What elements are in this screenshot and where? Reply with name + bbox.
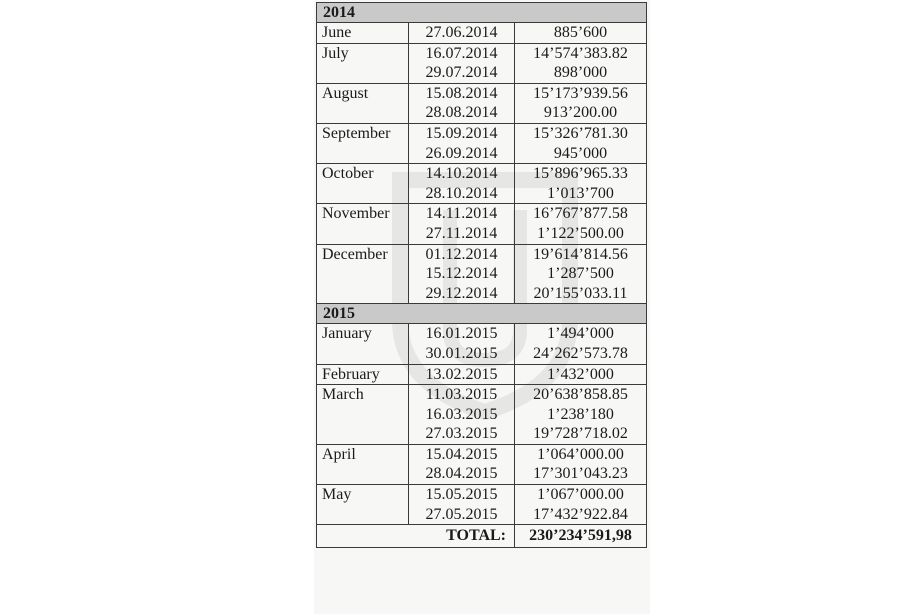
month-row <box>317 43 647 83</box>
payment-date: 27.06.2014 <box>425 24 498 41</box>
month-name: March <box>317 385 409 445</box>
month-name: October <box>317 164 409 204</box>
payment-amount: 14’574’383.82 <box>533 44 628 62</box>
payment-dates-cell <box>409 244 515 304</box>
payment-amount: 1’013’700 <box>547 184 614 202</box>
payment-dates-cell <box>409 444 515 484</box>
payment-amount: 945’000 <box>553 144 608 162</box>
month-name: December <box>317 244 409 304</box>
payment-amount: 1’432’000 <box>547 365 614 383</box>
payments-table-body <box>317 3 647 548</box>
month-row <box>317 23 647 44</box>
payment-dates-cell <box>409 43 515 83</box>
payment-amounts-cell <box>515 83 647 123</box>
month-name: May <box>317 485 409 525</box>
payment-date: 15.08.2014 <box>425 84 498 102</box>
payment-date: 29.12.2014 <box>425 284 498 302</box>
month-row <box>317 204 647 244</box>
payment-date: 15.12.2014 <box>425 265 498 283</box>
payment-amounts-cell <box>515 204 647 244</box>
payment-dates-cell <box>409 324 515 364</box>
payment-amount: 24’262’573.78 <box>533 344 628 362</box>
payment-dates-cell <box>409 164 515 204</box>
payment-date: 30.01.2015 <box>425 344 498 362</box>
payment-date: 15.04.2015 <box>425 445 498 463</box>
month-name: September <box>317 123 409 163</box>
payment-date: 14.10.2014 <box>425 165 498 183</box>
month-name: August <box>317 83 409 123</box>
payment-amount: 19’614’814.56 <box>533 245 628 263</box>
payment-amounts-cell <box>515 444 647 484</box>
payment-amount: 1’287’500 <box>547 265 614 283</box>
payment-date: 16.07.2014 <box>425 44 498 62</box>
year-header-row <box>317 304 647 324</box>
payment-date: 27.03.2015 <box>425 425 498 443</box>
payment-amounts-cell <box>515 244 647 304</box>
payment-date: 14.11.2014 <box>425 205 498 223</box>
payment-dates-cell <box>409 485 515 525</box>
payment-dates-cell <box>409 385 515 445</box>
payment-amount: 15’896’965.33 <box>533 165 628 183</box>
month-row <box>317 385 647 445</box>
payment-date: 16.03.2015 <box>425 405 498 423</box>
year-header-row <box>317 3 647 23</box>
month-name: February <box>317 364 409 385</box>
payment-amount: 913’200.00 <box>543 104 618 122</box>
payment-date: 28.04.2015 <box>425 465 498 483</box>
total-label: TOTAL: <box>317 525 515 548</box>
payment-date: 26.09.2014 <box>425 144 498 162</box>
month-name: June <box>317 23 409 44</box>
payment-amounts-cell <box>515 43 647 83</box>
payment-amount: 1’494’000 <box>547 325 614 343</box>
payment-date: 15.09.2014 <box>425 124 498 142</box>
payment-amount: 1’238’180 <box>547 405 614 423</box>
month-name: July <box>317 43 409 83</box>
month-row <box>317 164 647 204</box>
payment-amounts-cell <box>515 324 647 364</box>
payment-date: 28.08.2014 <box>425 104 498 122</box>
month-name: November <box>317 204 409 244</box>
year-label: 2015 <box>317 304 647 324</box>
payment-amount: 17’432’922.84 <box>533 505 628 523</box>
month-row <box>317 83 647 123</box>
payment-amount: 17’301’043.23 <box>533 465 628 483</box>
year-label: 2014 <box>317 3 647 23</box>
payment-date: 27.11.2014 <box>425 224 498 242</box>
payment-date: 29.07.2014 <box>425 64 498 82</box>
payment-amount: 16’767’877.58 <box>533 205 628 223</box>
month-row <box>317 244 647 304</box>
payment-amount: 1’067’000.00 <box>537 486 624 504</box>
payment-amount: 19’728’718.02 <box>533 425 628 443</box>
month-row <box>317 485 647 525</box>
payment-date: 28.10.2014 <box>425 184 498 202</box>
total-value: 230’234’591,98 <box>515 525 647 548</box>
payment-date: 15.05.2015 <box>425 486 498 504</box>
month-row <box>317 324 647 364</box>
payment-amounts-cell <box>515 23 647 44</box>
payment-amounts-cell <box>515 385 647 445</box>
payment-amounts-cell <box>515 164 647 204</box>
payment-dates-cell <box>409 204 515 244</box>
payment-date: 13.02.2015 <box>425 365 498 383</box>
payment-amount: 15’326’781.30 <box>533 124 628 142</box>
payment-amount: 898’000 <box>553 64 608 82</box>
payment-amount: 20’638’858.85 <box>533 386 628 404</box>
month-name: April <box>317 444 409 484</box>
payment-date: 11.03.2015 <box>425 386 498 404</box>
payment-amount: 885’600 <box>553 24 608 41</box>
payment-dates-cell <box>409 364 515 385</box>
payment-dates-cell <box>409 123 515 163</box>
payment-amounts-cell <box>515 364 647 385</box>
payment-dates-cell <box>409 23 515 44</box>
payment-amount: 15’173’939.56 <box>533 84 628 102</box>
payment-amount: 1’122’500.00 <box>537 224 624 242</box>
payment-dates-cell <box>409 83 515 123</box>
month-row <box>317 364 647 385</box>
payment-date: 27.05.2015 <box>425 505 498 523</box>
payments-table <box>316 2 647 548</box>
payment-date: 01.12.2014 <box>425 245 498 263</box>
payment-amounts-cell <box>515 123 647 163</box>
payment-amounts-cell <box>515 485 647 525</box>
payment-date: 16.01.2015 <box>425 325 498 343</box>
month-row <box>317 123 647 163</box>
month-row <box>317 444 647 484</box>
month-name: January <box>317 324 409 364</box>
total-row <box>317 525 647 548</box>
payment-amount: 20’155’033.11 <box>533 284 628 302</box>
payment-amount: 1’064’000.00 <box>537 445 624 463</box>
